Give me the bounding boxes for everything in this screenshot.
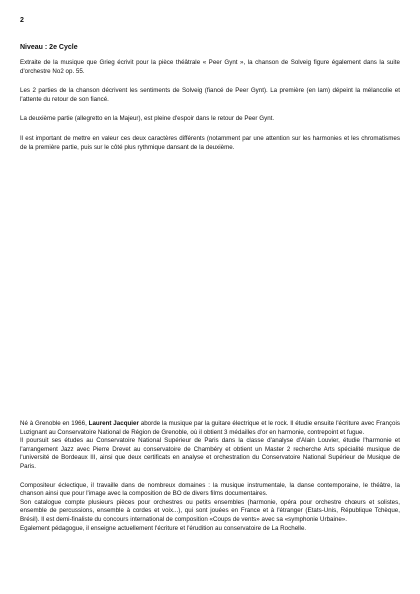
composer-name: Laurent Jacquier bbox=[88, 420, 139, 427]
intro-paragraph-4: Il est important de mettre en valeur ces deux caractères différents (notamment par une attention sur les harmonies et les chromatismes de la première partie, puis sur le côté plus rythmique dansant de la deuxième. bbox=[20, 134, 400, 151]
composer-biography bbox=[20, 420, 400, 533]
bio-paragraph-1 bbox=[20, 420, 400, 437]
bio-intro-text: Né à Grenoble en 1966, bbox=[20, 420, 89, 427]
intro-paragraph-3: La deuxième partie (allegretto en la Majeur), est pleine d'espoir dans le retour de Peer Gynt. bbox=[20, 115, 275, 123]
bio-paragraph-2: Il poursuit ses études au Conservatoire National Supérieur de Paris dans la classe d'analyse d'Alain Louvier, étudie l'harmonie et l'arrangement Jazz avec Pierre Drevet au conservatoire de Chambéry et obtient un Master 2 recherche Arts spécialité musique de l'université de Bordeaux III, ainsi que deux certificats en analyse et orchestration du Conservatoire National Supérieur de Musique de Paris. bbox=[20, 437, 400, 470]
bio-paragraph-1-text: aborde la musique par la guitare électrique et le rock. Il étudie ensuite l'écriture avec François Luzignant au Conservatoire National de Région de Grenoble, où il obtient 3 médailles d'or en harmonie, contrepoint et fugue. bbox=[20, 420, 400, 436]
page-number: 2 bbox=[20, 17, 24, 24]
intro-section bbox=[20, 44, 400, 163]
intro-paragraph-1: Extraite de la musique que Grieg écrivit pour la pièce théâtrale « Peer Gynt », la chanson de Solveig figure également dans la suite d'orchestre No2 op. 55. bbox=[20, 59, 400, 75]
bio-paragraph-5: Egalement pédagogue, il enseigne actuellement l'écriture et l'érudition au conservatoire de La Rochelle. bbox=[20, 524, 307, 532]
bio-paragraph-4: Son catalogue compte plusieurs pièces pour orchestres ou petits ensembles (harmonie, opéra pour orchestre chœurs et solistes, ensemble de percussions, ensemble à cordes et voix...), qui sont jouées en France et à l'étranger (Etats-Unis, République Tchèque, Brésil). Il est demi-finaliste du concours international de composition «Coups de vents» avec sa «symphonie Urbaine». bbox=[20, 498, 400, 523]
bio-paragraph-3: Compositeur éclectique, il travaille dans de nombreux domaines : la musique instrumentale, la danse contemporaine, le théâtre, la chanson ainsi que pour l'image avec la composition de BO de divers films documentaires. bbox=[20, 481, 400, 498]
level-heading: Niveau : 2e Cycle bbox=[20, 44, 78, 51]
intro-paragraph-2: Les 2 parties de la chanson décrivent les sentiments de Solveig (fiancé de Peer Gynt). La première (en lam) dépeint la mélancolie et l'attente du retour de son fiancé. bbox=[20, 87, 400, 103]
